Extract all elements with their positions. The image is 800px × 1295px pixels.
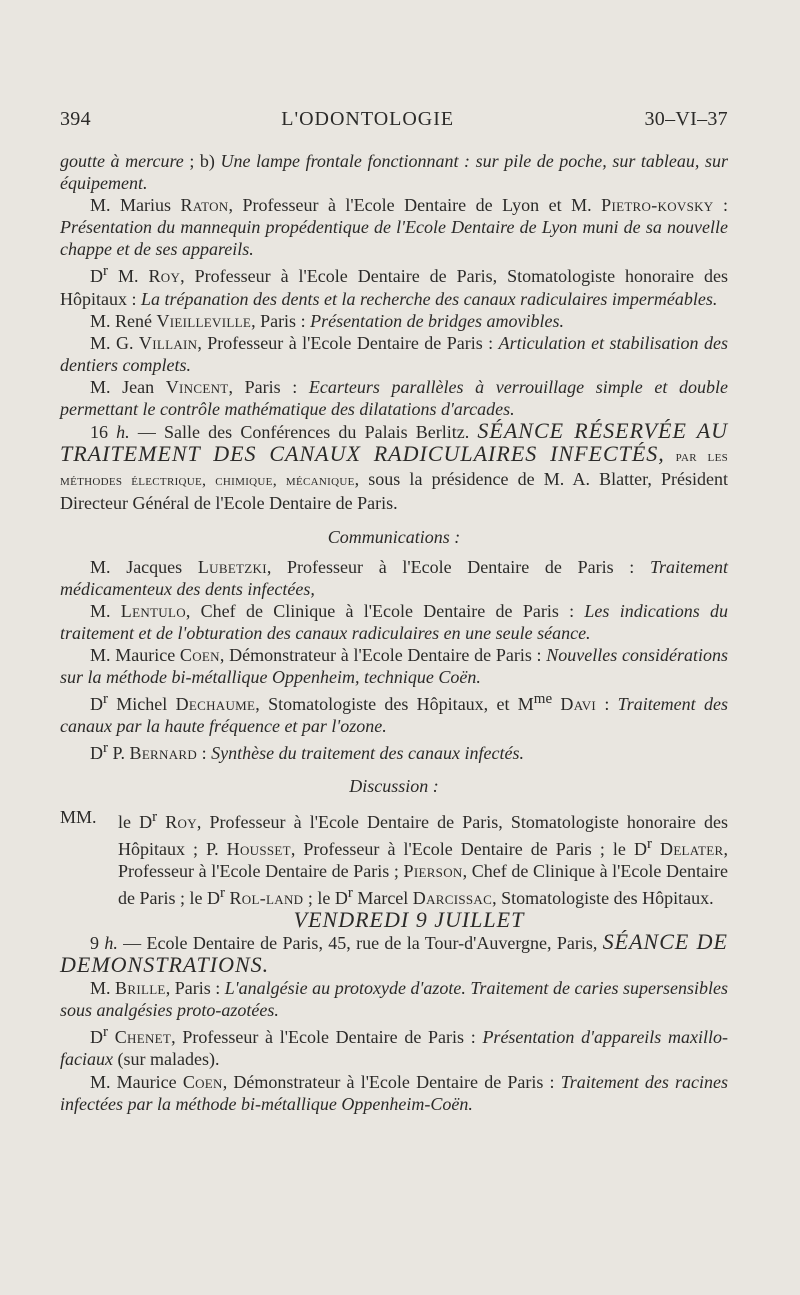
paragraph-demonstrations <box>60 931 728 977</box>
session-subtitle: par les méthodes électrique, chimique, mécanique <box>60 448 729 490</box>
page-body <box>60 150 728 1115</box>
author-name: Vincent <box>165 376 229 397</box>
superscript: r <box>103 263 108 280</box>
text: , Paris : <box>165 978 225 999</box>
paragraph-vincent <box>60 376 728 420</box>
issue-date: 30–VI–37 <box>644 108 728 130</box>
paragraph-villain <box>60 332 728 376</box>
session-title: SÉANCE RÉSERVÉE AU TRAITEMENT DES CANAUX RADICULAIRES INFECTÉS, <box>60 418 729 467</box>
paragraph-seance-canaux <box>60 420 728 514</box>
paragraph-brille <box>60 977 728 1021</box>
text: ; b) <box>183 151 221 171</box>
talk-title: L'analgésie au protoxyde d'azote. Traitement de caries supersensibles sous analgésies proto-azotées. <box>60 978 728 1021</box>
paragraph-lubetzki <box>60 556 728 600</box>
author-name: Bernard <box>129 743 198 764</box>
session-title: SÉANCE DE DEMONSTRATIONS. <box>60 929 728 978</box>
talk-title: Les indications du traitement et de l'obturation des canaux radiculaires en une seule séance. <box>60 600 728 643</box>
page-number: 394 <box>60 108 91 130</box>
text: M. <box>90 600 121 621</box>
text-italic: h. <box>104 933 118 953</box>
paragraph-coen-1 <box>60 644 728 688</box>
paragraph-lentulo <box>60 600 728 644</box>
communications-heading: Communications : <box>327 526 461 547</box>
author-name: Coen <box>182 1071 223 1092</box>
paragraph-raton <box>60 194 728 260</box>
text: M. Marius <box>90 195 181 216</box>
mm-label: MM. <box>60 806 97 827</box>
superscript: r <box>219 884 225 901</box>
talk-title: Ecarteurs parallèles à verrouillage simple et double permettant le contrôle mathématique des dilatations d'arcades. <box>60 376 728 420</box>
author-name: Villain <box>138 332 198 353</box>
discussion-heading: Discussion : <box>349 776 439 797</box>
text: M. René <box>90 310 157 331</box>
text: , Professeur à l'Ecole Dentaire de Paris ; le D <box>290 838 647 859</box>
text: , Paris : <box>251 310 311 331</box>
text: — Salle des Conférences du Palais Berlitz. <box>129 422 478 443</box>
talk-title: Présentation du mannequin propédentique de l'Ecole Dentaire de Lyon muni de sa nouvelle chappe et de ses appareils. <box>60 217 728 260</box>
text: D <box>90 743 103 764</box>
paragraph-roy <box>60 260 728 309</box>
text: (sur malades). <box>112 1049 220 1070</box>
paragraph-chenet <box>60 1021 728 1070</box>
text: M. Jacques <box>90 556 198 577</box>
author-name: Vieilleville <box>156 310 252 331</box>
text: , Démonstrateur à l'Ecole Dentaire de Paris : <box>219 644 547 665</box>
text: , Professeur à l'Ecole Dentaire de Paris : <box>197 332 499 353</box>
talk-title: Traitement médicamenteux des dents infectées, <box>60 556 728 599</box>
text: , Paris : <box>228 376 309 397</box>
text: , Professeur à l'Ecole Dentaire de Paris : <box>171 1027 483 1048</box>
author-name: Roy <box>165 811 197 832</box>
talk-title: Traitement des racines infectées par la méthode bi-métallique Oppenheim-Coën. <box>60 1071 728 1114</box>
text: , Stomatologiste des Hôpitaux. <box>492 887 714 908</box>
text: M. Jean <box>90 376 166 397</box>
text <box>157 812 165 832</box>
author-name: Pietro-kovsky <box>601 195 714 216</box>
running-header <box>60 108 728 131</box>
author-name: Davi <box>560 694 597 715</box>
text: : <box>713 195 729 216</box>
text: 16 <box>90 422 117 443</box>
author-name: Housset <box>226 838 291 859</box>
text: ; le D <box>303 887 348 908</box>
text: , Professeur à l'Ecole Dentaire de Paris, Stomatologiste honoraire des Hôpitaux : <box>60 266 728 309</box>
author-name: Roy <box>148 266 181 287</box>
text: Michel <box>108 694 176 715</box>
discussion-participants <box>60 806 728 909</box>
text: D <box>90 1027 103 1048</box>
text: 9 <box>90 933 105 953</box>
author-name: Rol-land <box>229 887 304 908</box>
text: le D <box>118 811 153 832</box>
text: : <box>596 694 618 715</box>
text: P. <box>108 743 130 764</box>
text: M. <box>108 266 149 287</box>
text: , Chef de Clinique à l'Ecole Dentaire de Paris : <box>185 600 585 621</box>
text: M. Maurice <box>90 644 180 665</box>
talk-title: Nouvelles considérations sur la méthode bi-métallique Oppenheim, technique Coën. <box>60 644 728 688</box>
author-name: Coen <box>179 644 220 665</box>
author-name: Chenet <box>114 1027 172 1048</box>
superscript: r <box>103 740 108 757</box>
superscript: r <box>103 1024 108 1041</box>
superscript: r <box>103 691 108 708</box>
superscript: r <box>347 884 353 901</box>
superscript: r <box>152 808 158 825</box>
superscript: r <box>646 835 652 852</box>
text: , Stomatologiste des Hôpitaux, et M <box>255 694 534 715</box>
paragraph-coen-2 <box>60 1071 728 1115</box>
author-name: Dechaume <box>175 694 256 715</box>
text-italic: Une lampe frontale fonctionnant : sur pile de poche, sur tableau, sur équipement. <box>60 151 728 194</box>
talk-title: Traitement des canaux par la haute fréquence et par l'ozone. <box>60 694 728 737</box>
text: — Ecole Dentaire de Paris, 45, rue de la Tour-d'Auvergne, Paris, <box>117 933 603 953</box>
text: D <box>90 266 103 287</box>
journal-title: L'ODONTOLOGIE <box>281 108 455 130</box>
paragraph-1 <box>60 150 728 194</box>
text-italic: h. <box>116 422 130 443</box>
text: , sous la présidence de M. A. Blatter, Président Directeur Général de l'Ecole Dentaire de Paris. <box>60 469 728 514</box>
text <box>108 1027 115 1047</box>
paragraph-vieilleville <box>60 310 728 332</box>
talk-title: Articulation et stabilisation des dentiers complets. <box>60 332 728 375</box>
author-name: Darcissac <box>412 887 493 908</box>
text <box>652 839 660 859</box>
text: M. Maurice <box>90 1071 183 1092</box>
talk-title: Synthèse du traitement des canaux infectés. <box>211 743 525 764</box>
author-name: Raton <box>180 195 229 216</box>
author-name: Brille <box>115 978 166 999</box>
text: M. <box>90 978 116 999</box>
author-name: Pierson <box>403 860 463 881</box>
talk-title: La trépanation des dents et la recherche des canaux radiculaires imperméables. <box>141 288 718 309</box>
talk-title: Présentation de bridges amovibles. <box>310 310 565 331</box>
text: D <box>90 694 103 715</box>
text: , Professeur à l'Ecole Dentaire de Lyon et M. <box>228 195 602 216</box>
vendredi-heading: VENDREDI 9 JUILLET <box>293 906 525 932</box>
text: : <box>197 743 212 764</box>
talk-title: Présentation d'appareils maxillo-faciaux <box>60 1027 729 1070</box>
text-italic: goutte à mercure <box>60 151 184 171</box>
text: M. G. <box>90 332 139 353</box>
participants-text <box>118 806 728 909</box>
superscript: me <box>533 691 553 708</box>
text: , Professeur à l'Ecole Dentaire de Paris : <box>266 556 650 577</box>
paragraph-bernard <box>60 737 728 764</box>
text: , Professeur à l'Ecole Dentaire de Paris ; <box>118 838 728 881</box>
text: Marcel <box>352 887 413 908</box>
text: , Chef de Clinique à l'Ecole Dentaire de Paris ; le D <box>118 860 728 908</box>
text: , Professeur à l'Ecole Dentaire de Paris, Stomatologiste honoraire des Hôpitaux ; P. <box>118 811 728 859</box>
author-name: Delater <box>660 838 724 859</box>
paragraph-dechaume <box>60 688 728 737</box>
text: , Démonstrateur à l'Ecole Dentaire de Paris : <box>222 1071 561 1092</box>
author-name: Lubetzki <box>197 556 267 577</box>
author-name: Lentulo <box>120 600 186 621</box>
